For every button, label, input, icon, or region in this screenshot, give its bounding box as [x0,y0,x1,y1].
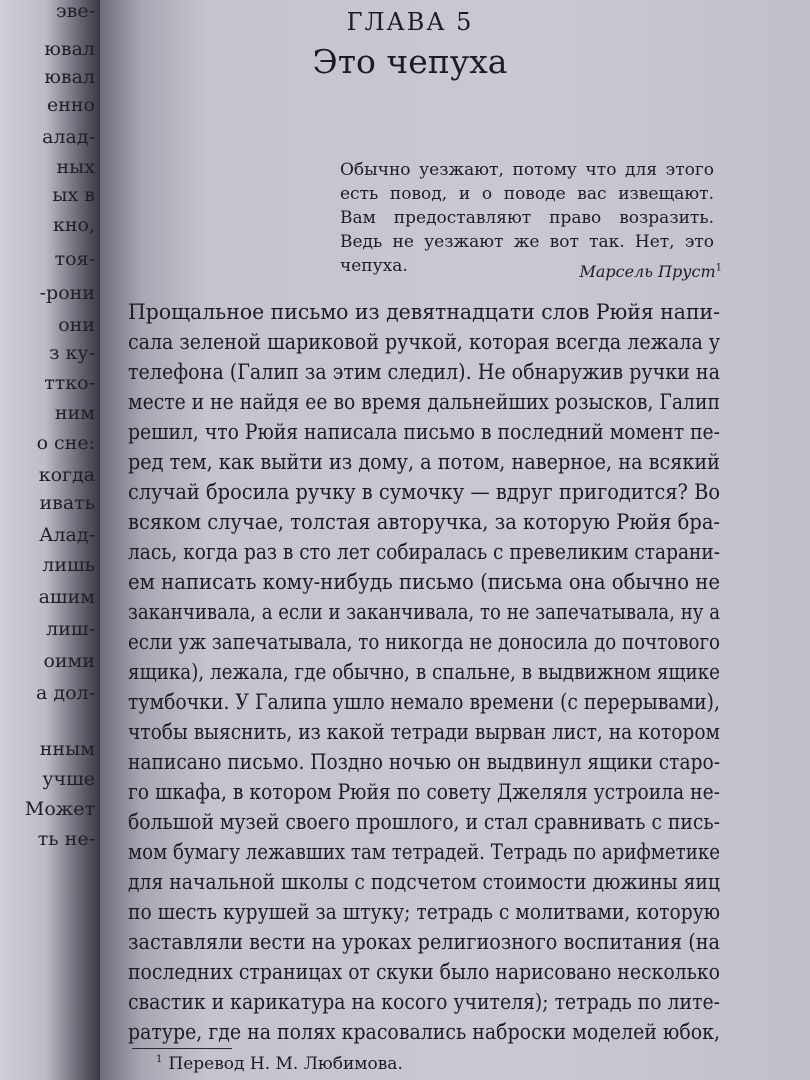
left-page-fragment: алад- [42,126,95,148]
body-text-line: написано письмо. Поздно ночью он выдвинул ящики старо- [128,750,720,775]
body-text-line: сала зеленой шариковой ручкой, которая всегда лежала у [128,330,720,355]
epigraph-text: Обычно уезжают, потому что для этого есть повод, и о поводе вас извещают. Вам предоставляют право возразить. Ведь не уезжают же вот так. Нет, это чепуха. [340,160,714,276]
body-text-line: всяком случае, толстая авторучка, за которую Рюйя бра- [128,510,720,535]
left-page-fragment: кно, [52,214,95,236]
body-text-line: последних страницах от скуки было нарисовано несколько [128,960,720,985]
left-page-fragment: ювал [44,38,95,60]
epigraph-author-name: Марсель Пруст [579,262,716,281]
body-text-line: мом бумагу лежавших там тетрадей. Тетрадь по арифметике [128,840,720,865]
left-page-fragment: нным [39,738,95,760]
body-text-line: по шесть курушей за штуку; тетрадь с молитвами, которую [128,900,720,925]
left-page-fragment: ттко- [44,372,95,394]
body-text-line: Прощальное письмо из девятнадцати слов Рюйя напи- [128,300,720,325]
body-text-line: ратуре, где на полях красовались наброски моделей юбок, [128,1020,720,1045]
footnote-reference: 1 [715,262,722,274]
left-page-fragment: ашим [38,586,95,608]
left-page-fragment: тоя- [54,248,95,270]
left-page-fragment: учше [42,768,95,790]
left-page-fragment: Может [24,798,95,820]
left-page-edge [0,0,100,1080]
body-text-line: ем написать кому-нибудь письмо (письма она обычно не [128,570,720,595]
left-page-fragment: ним [54,402,95,424]
body-text-line: заставляли вести на уроках религиозного воспитания (на [128,930,720,955]
body-text-line: свастик и карикатура на косого учителя); тетрадь по лите- [128,990,720,1015]
body-text-line: решил, что Рюйя написала письмо в последний момент пе- [128,420,720,445]
footnote-text: Перевод Н. М. Любимова. [168,1054,403,1074]
body-text-line: го шкафа, в котором Рюйя по совету Джеляля устроила не- [128,780,720,805]
book-page [100,0,810,1080]
left-page-fragment: енно [46,94,95,116]
left-page-fragment: ть не- [37,828,95,850]
body-text-line: чтобы выяснить, из какой тетради вырван лист, на котором [128,720,720,745]
footnote [156,1054,403,1074]
left-page-fragment: они [58,314,95,336]
left-page-fragment: ивать [39,492,95,514]
left-page-fragment: эве- [55,0,95,22]
chapter-title: Это чепуха [312,42,508,81]
epigraph-author [340,262,722,281]
body-text-line: тумбочки. У Галипа ушло немало времени (с перерывами), [128,690,720,715]
left-page-fragment: оими [43,650,95,672]
body-text-line: большой музей своего прошлого, и стал сравнивать с пись- [128,810,720,835]
body-text-line: телефона (Галип за этим следил). Не обнаружив ручки на [128,360,720,385]
left-page-fragment: ювал [44,66,95,88]
left-page-fragment: лишь [42,554,95,576]
body-text-line: случай бросила ручку в сумочку — вдруг пригодится? Во [128,480,720,505]
body-text-line: лась, когда раз в сто лет собиралась с превеликим старани- [128,540,720,565]
footnote-divider [132,1048,232,1049]
left-page-fragment: з ку- [49,342,95,364]
left-page-fragment: ных [56,156,95,178]
left-page-fragment: Алад- [39,524,95,546]
left-page-fragment: о сне: [36,432,95,454]
left-page-fragment: лиш- [46,618,95,640]
body-text-line: месте и не найдя ее во время дальнейших розысков, Галип [128,390,720,415]
body-text-line: для начальной школы с подсчетом стоимости дюжины яиц [128,870,720,895]
footnote-mark: 1 [156,1054,163,1066]
left-page-fragment: а дол- [36,682,95,704]
chapter-number: ГЛАВА 5 [346,8,474,36]
body-text-line: заканчивала, а если и заканчивала, то не запечатывала, ну а [128,600,720,625]
left-page-fragment: когда [38,464,95,486]
left-page-fragment: ых в [52,184,95,206]
body-text-line: ред тем, как выйти из дому, а потом, наверное, на всякий [128,450,720,475]
body-text-line: ящика), лежала, где обычно, в спальне, в выдвижном ящике [128,660,720,685]
left-page-fragment: -рони [39,282,95,304]
body-text-line: если уж запечатывала, то никогда не доносила до почтового [128,630,720,655]
